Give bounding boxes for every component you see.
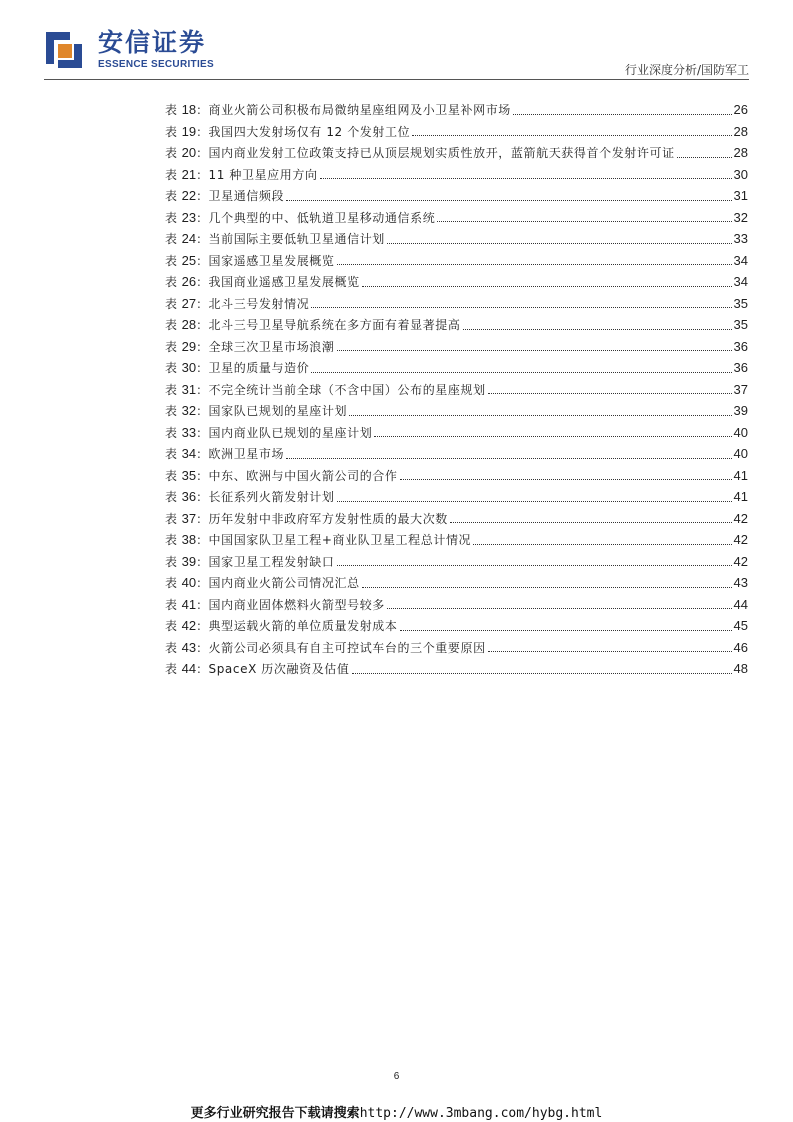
toc-entry-page: 39	[733, 403, 748, 418]
toc-entry-number: 43	[181, 639, 197, 655]
toc-entry-prefix: 表	[165, 232, 178, 246]
toc-entry-title: 全球三次卫星市场浪潮	[208, 339, 335, 354]
toc-entry-label: 表 23：	[165, 209, 209, 225]
toc-entry-prefix: 表	[165, 511, 178, 526]
toc-entry-number: 32	[181, 403, 197, 418]
toc-entry-title: 国内商业发射工位政策支持已从顶层规划实质性放开，蓝箭航天获得首个发射许可证	[208, 146, 675, 160]
toc-entry-title: 国家卫星工程发射缺口	[208, 554, 335, 569]
toc-entry[interactable]	[165, 142, 748, 164]
toc-entry-page: 36	[733, 338, 748, 354]
toc-dot-leader	[387, 242, 732, 244]
toc-entry-title: 国内商业队已规划的星座计划	[208, 425, 373, 440]
toc-entry-label: 表 24：	[165, 231, 209, 246]
toc-entry[interactable]	[165, 121, 748, 143]
toc-dot-leader	[488, 392, 732, 394]
toc-entry-number: 21	[181, 166, 197, 182]
toc-entry-number: 36	[181, 489, 197, 504]
toc-entry-label: 表 35：	[165, 467, 209, 483]
footer-url[interactable]: http://www.3mbang.com/hybg.html	[359, 1106, 603, 1121]
toc-entry-number: 38	[181, 532, 197, 547]
brand-name-en: ESSENCE SECURITIES	[98, 59, 214, 70]
toc-entry-label: 表 41：	[165, 596, 209, 612]
toc-entry-prefix: 表	[165, 597, 178, 612]
toc-entry[interactable]	[165, 508, 748, 530]
toc-entry-title: 北斗三号卫星导航系统在多方面有着显著提高	[208, 318, 461, 332]
toc-entry-page: 33	[733, 231, 748, 246]
toc-entry-page: 32	[733, 209, 748, 225]
toc-entry-title: 中国国家队卫星工程+商业队卫星工程总计情况	[208, 533, 472, 547]
toc-entry-title: 典型运载火箭的单位质量发射成本	[208, 619, 398, 633]
toc-entry-number: 20	[181, 145, 197, 160]
toc-entry-page: 41	[733, 489, 748, 504]
toc-dot-leader	[463, 328, 732, 330]
toc-entry-title: 卫星的质量与造价	[208, 361, 310, 375]
toc-entry[interactable]	[165, 228, 748, 250]
toc-dot-leader	[488, 650, 732, 652]
toc-dot-leader	[286, 199, 731, 201]
toc-entry-number: 24	[181, 231, 197, 246]
toc-entry-page: 40	[733, 446, 748, 461]
toc-entry-number: 22	[181, 188, 197, 203]
toc-entry-page: 31	[733, 188, 748, 203]
toc-entry-number: 41	[181, 596, 197, 612]
toc-entry-label: 表 39：	[165, 553, 209, 569]
toc-entry[interactable]	[165, 572, 748, 594]
toc-entry-label: 表 19：	[165, 123, 209, 139]
toc-dot-leader	[352, 672, 732, 674]
toc-entry-prefix: 表	[165, 533, 178, 547]
toc-entry-page: 45	[733, 618, 748, 633]
toc-entry[interactable]	[165, 185, 748, 207]
toc-entry-page: 44	[733, 596, 748, 612]
toc-entry-prefix: 表	[165, 576, 178, 590]
toc-entry-title: 卫星通信频段	[208, 189, 285, 203]
toc-entry[interactable]	[165, 379, 748, 401]
toc-dot-leader	[337, 500, 732, 502]
toc-entry-number: 40	[181, 575, 197, 590]
toc-entry-prefix: 表	[165, 662, 178, 676]
toc-dot-leader	[349, 414, 731, 416]
toc-entry-label: 表 22：	[165, 188, 209, 203]
essence-securities-logo-icon	[44, 28, 84, 68]
toc-entry-number: 34	[181, 446, 197, 461]
toc-entry[interactable]	[165, 486, 748, 508]
toc-entry-title: 当前国际主要低轨卫星通信计划	[208, 232, 385, 246]
toc-dot-leader	[311, 371, 731, 373]
toc-entry-title: 欧洲卫星市场	[208, 447, 285, 461]
toc-entry[interactable]	[165, 164, 748, 186]
toc-dot-leader	[513, 113, 732, 115]
toc-entry-page: 37	[733, 381, 748, 397]
toc-entry-number: 25	[181, 252, 197, 268]
toc-entry-page: 28	[733, 123, 748, 139]
toc-entry-title: 历年发射中非政府军方发射性质的最大次数	[208, 511, 448, 526]
toc-entry-title: 不完全统计当前全球（不含中国）公布的星座规划	[208, 382, 486, 397]
toc-entry-page: 28	[733, 145, 748, 160]
toc-entry-prefix: 表	[165, 447, 178, 461]
toc-entry[interactable]	[165, 357, 748, 379]
toc-entry-prefix: 表	[165, 189, 178, 203]
toc-entry-label: 表 31：	[165, 381, 209, 397]
toc-entry-title: 国内商业固体燃料火箭型号较多	[208, 597, 385, 612]
toc-entry-title: 国家队已规划的星座计划	[208, 404, 348, 418]
toc-entry-prefix: 表	[165, 382, 178, 397]
toc-entry-page: 40	[733, 424, 748, 440]
toc-entry[interactable]	[165, 336, 748, 358]
toc-entry-prefix: 表	[165, 468, 178, 483]
report-section: 行业深度分析/国防军工	[624, 63, 749, 77]
toc-entry-label: 表 30：	[165, 360, 209, 375]
toc-entry[interactable]	[165, 637, 748, 659]
toc-entry-label: 表 37：	[165, 510, 209, 526]
toc-entry-label: 表 34：	[165, 446, 209, 461]
toc-entry-number: 23	[181, 209, 197, 225]
table-of-contents	[165, 99, 748, 680]
toc-entry-label: 表 18：	[165, 102, 209, 117]
toc-entry-page: 35	[733, 295, 748, 311]
brand-name-cn: 安信证券	[98, 28, 207, 57]
toc-entry-label: 表 44：	[165, 661, 209, 676]
toc-entry-label: 表 26：	[165, 274, 209, 289]
toc-entry-label: 表 27：	[165, 295, 209, 311]
toc-dot-leader	[450, 521, 732, 523]
toc-entry-page: 43	[733, 575, 748, 590]
toc-entry-number: 30	[181, 360, 197, 375]
toc-entry-number: 28	[181, 317, 197, 332]
toc-dot-leader	[362, 285, 732, 287]
toc-entry[interactable]	[165, 551, 748, 573]
toc-entry-number: 26	[181, 274, 197, 289]
toc-entry[interactable]	[165, 99, 748, 121]
toc-entry-prefix: 表	[165, 554, 178, 569]
toc-dot-leader	[437, 220, 731, 222]
toc-entry[interactable]	[165, 271, 748, 293]
toc-dot-leader	[337, 263, 732, 265]
toc-entry-number: 44	[181, 661, 197, 676]
toc-entry-label: 表 25：	[165, 252, 209, 268]
toc-entry-prefix: 表	[165, 619, 178, 633]
footer-link[interactable]	[0, 1102, 793, 1121]
toc-entry-prefix: 表	[165, 210, 178, 225]
toc-entry-title: 11 种卫星应用方向	[208, 167, 318, 182]
toc-entry-label: 表 29：	[165, 338, 209, 354]
toc-entry-title: 商业火箭公司积极布局微纳星座组网及小卫星补网市场	[208, 103, 511, 117]
toc-entry-title: 几个典型的中、低轨道卫星移动通信系统	[208, 210, 436, 225]
toc-entry-page: 42	[733, 510, 748, 526]
toc-dot-leader	[387, 607, 732, 609]
toc-entry-number: 27	[181, 295, 197, 311]
toc-entry-page: 26	[733, 102, 748, 117]
toc-entry-prefix: 表	[165, 253, 178, 268]
toc-dot-leader	[677, 156, 732, 158]
toc-entry-prefix: 表	[165, 425, 178, 440]
toc-entry-page: 41	[733, 467, 748, 483]
toc-entry-prefix: 表	[165, 318, 178, 332]
toc-entry[interactable]	[165, 594, 748, 616]
toc-entry-prefix: 表	[165, 640, 178, 655]
toc-dot-leader	[362, 586, 732, 588]
toc-dot-leader	[473, 543, 731, 545]
toc-entry-label: 表 21：	[165, 166, 209, 182]
toc-entry-label: 表 43：	[165, 639, 209, 655]
toc-entry-prefix: 表	[165, 404, 178, 418]
toc-entry-page: 42	[733, 553, 748, 569]
toc-entry-page: 36	[733, 360, 748, 375]
toc-dot-leader	[311, 306, 731, 308]
toc-entry-title: 火箭公司必须具有自主可控试车台的三个重要原因	[208, 640, 486, 655]
toc-entry[interactable]	[165, 443, 748, 465]
toc-entry-number: 19	[181, 123, 197, 139]
toc-entry[interactable]	[165, 658, 748, 680]
toc-entry-label: 表 42：	[165, 618, 209, 633]
toc-entry[interactable]	[165, 250, 748, 272]
toc-entry[interactable]	[165, 465, 748, 487]
header-divider	[44, 79, 749, 80]
toc-entry[interactable]	[165, 400, 748, 422]
toc-entry-page: 34	[733, 274, 748, 289]
toc-dot-leader	[286, 457, 731, 459]
toc-entry-title: 我国商业遥感卫星发展概览	[208, 275, 360, 289]
toc-entry-label: 表 36：	[165, 489, 209, 504]
toc-entry-prefix: 表	[165, 124, 178, 139]
toc-dot-leader	[400, 629, 732, 631]
toc-entry-label: 表 38：	[165, 532, 209, 547]
toc-dot-leader	[320, 177, 732, 179]
toc-entry-page: 48	[733, 661, 748, 676]
toc-entry-prefix: 表	[165, 167, 178, 182]
toc-entry-page: 42	[733, 532, 748, 547]
toc-entry-label: 表 33：	[165, 424, 209, 440]
toc-entry[interactable]	[165, 207, 748, 229]
toc-dot-leader	[337, 564, 732, 566]
toc-entry-page: 30	[733, 166, 748, 182]
toc-entry-page: 34	[733, 252, 748, 268]
toc-entry-prefix: 表	[165, 146, 178, 160]
footer-text: 更多行业研究报告下载请搜索	[190, 1106, 360, 1121]
toc-entry[interactable]	[165, 529, 748, 551]
toc-dot-leader	[412, 134, 731, 136]
toc-entry-number: 37	[181, 510, 197, 526]
toc-entry-prefix: 表	[165, 296, 178, 311]
toc-dot-leader	[337, 349, 732, 351]
toc-dot-leader	[400, 478, 732, 480]
toc-entry-prefix: 表	[165, 490, 178, 504]
toc-entry-prefix: 表	[165, 361, 178, 375]
toc-entry-label: 表 28：	[165, 317, 209, 332]
toc-entry-number: 42	[181, 618, 197, 633]
toc-entry-label: 表 20：	[165, 145, 209, 160]
toc-entry-label: 表 32：	[165, 403, 209, 418]
toc-entry-page: 46	[733, 639, 748, 655]
toc-entry-prefix: 表	[165, 339, 178, 354]
toc-entry-number: 31	[181, 381, 197, 397]
toc-entry-page: 35	[733, 317, 748, 332]
toc-entry[interactable]	[165, 314, 748, 336]
toc-entry-title: 长征系列火箭发射计划	[208, 490, 335, 504]
toc-entry-number: 18	[181, 102, 197, 117]
toc-entry-prefix: 表	[165, 103, 178, 117]
toc-entry-label: 表 40：	[165, 575, 209, 590]
toc-entry-number: 29	[181, 338, 197, 354]
toc-entry[interactable]	[165, 422, 748, 444]
toc-entry-title: 中东、欧洲与中国火箭公司的合作	[208, 468, 398, 483]
toc-entry[interactable]	[165, 615, 748, 637]
page-header	[0, 0, 793, 82]
toc-entry-title: 北斗三号发射情况	[208, 296, 310, 311]
page-number: 6	[393, 1071, 400, 1082]
toc-entry-number: 33	[181, 424, 197, 440]
toc-entry[interactable]	[165, 293, 748, 315]
toc-entry-title: 国家遥感卫星发展概览	[208, 253, 335, 268]
toc-entry-title: 我国四大发射场仅有 12 个发射工位	[208, 124, 411, 139]
toc-entry-title: SpaceX 历次融资及估值	[208, 662, 350, 676]
toc-entry-number: 35	[181, 467, 197, 483]
toc-entry-prefix: 表	[165, 275, 178, 289]
toc-entry-number: 39	[181, 553, 197, 569]
toc-dot-leader	[374, 435, 731, 437]
toc-entry-title: 国内商业火箭公司情况汇总	[208, 576, 360, 590]
